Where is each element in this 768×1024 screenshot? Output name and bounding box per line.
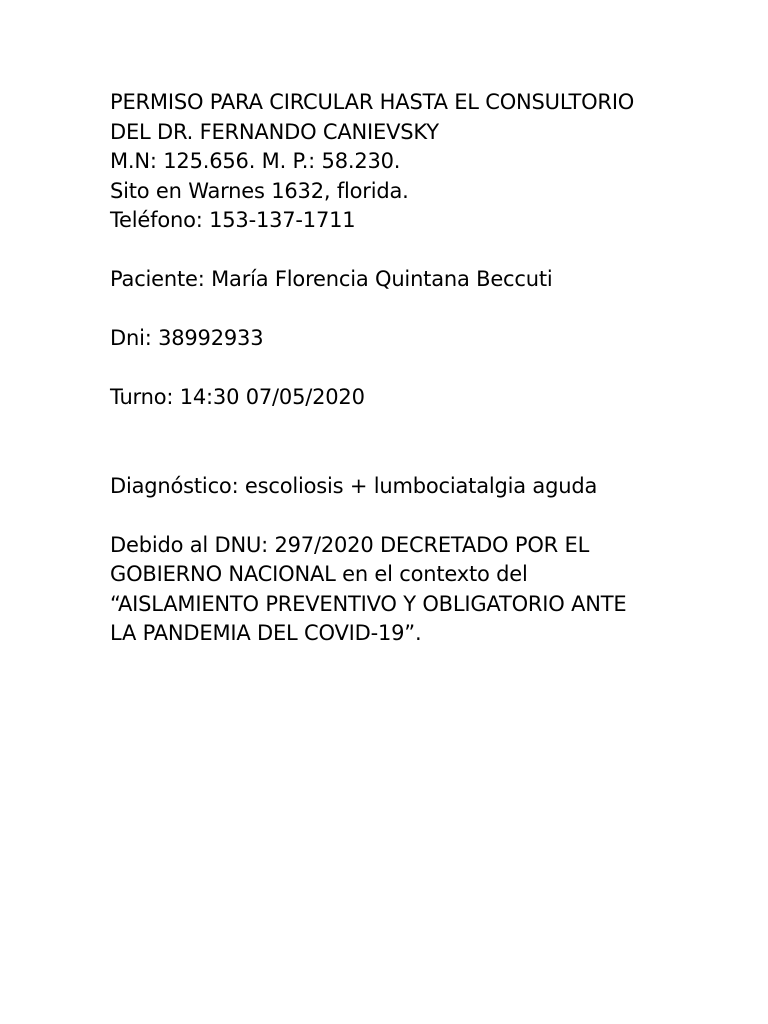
office-phone: Teléfono: 153-137-1711 xyxy=(110,208,356,232)
spacer xyxy=(110,501,710,531)
permit-title-line-2: DEL DR. FERNANDO CANIEVSKY xyxy=(110,119,439,144)
spacer xyxy=(110,413,710,443)
legal-notice-line-1: Debido al DNU: 297/2020 DECRETADO POR EL xyxy=(110,532,590,557)
office-address: Sito en Warnes 1632, florida. xyxy=(110,178,409,203)
patient-dni: Dni: 38992933 xyxy=(110,326,264,350)
diagnosis: Diagnóstico: escoliosis + lumbociatalgia aguda xyxy=(110,473,598,498)
legal-notice-line-4: LA PANDEMIA DEL COVID-19”. xyxy=(110,621,422,645)
spacer xyxy=(110,295,710,325)
patient-name: Paciente: María Florencia Quintana Beccuti xyxy=(110,267,553,291)
legal-notice-line-2: GOBIERNO NACIONAL en el contexto del xyxy=(110,562,528,586)
spacer xyxy=(110,236,710,266)
doctor-registration: M.N: 125.656. M. P.: 58.230. xyxy=(110,149,401,173)
spacer xyxy=(110,354,710,384)
appointment-time: Turno: 14:30 07/05/2020 xyxy=(110,385,365,409)
legal-notice-line-3: “AISLAMIENTO PREVENTIVO Y OBLIGATORIO ANTE xyxy=(110,591,627,616)
permit-title-line-1: PERMISO PARA CIRCULAR HASTA EL CONSULTORIO xyxy=(110,90,635,114)
document-body xyxy=(110,88,710,649)
spacer xyxy=(110,442,710,472)
